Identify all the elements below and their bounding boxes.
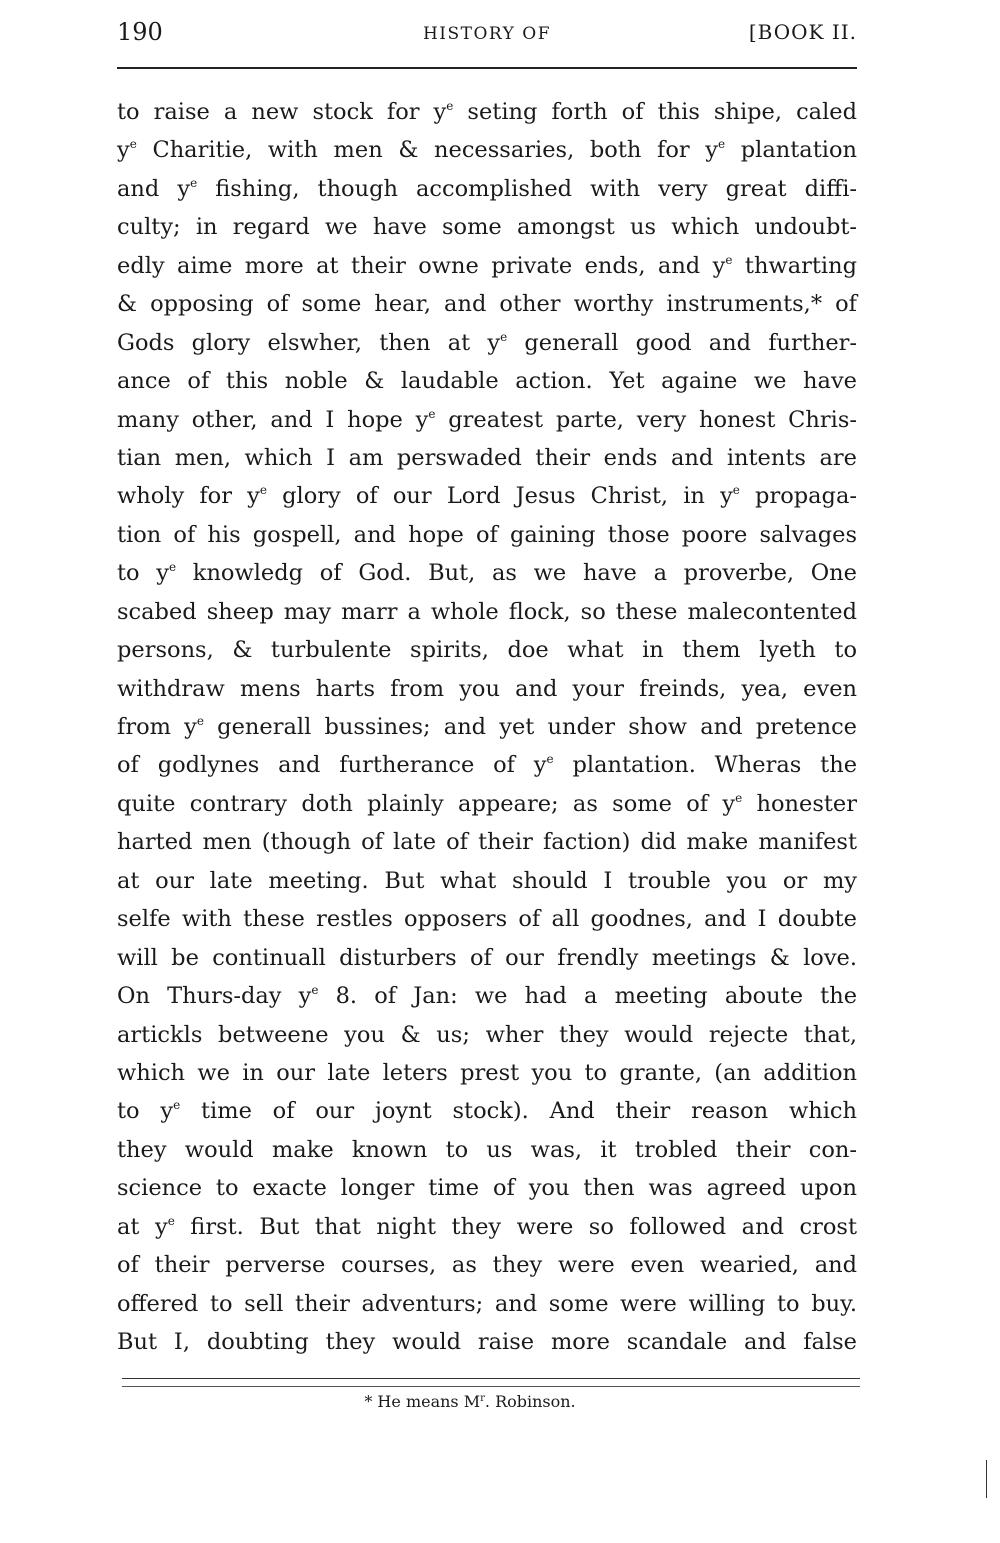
- page-number: 190: [117, 18, 163, 46]
- text-line: [117, 1092, 857, 1130]
- text-segment: will be continuall disturbers of our frendly meetings & love.: [117, 944, 857, 971]
- text-line: [117, 247, 857, 285]
- header-rule: [117, 67, 857, 69]
- superscript: e: [173, 1098, 181, 1113]
- text-segment: to raise a new stock for y: [117, 99, 447, 125]
- text-line: [117, 401, 857, 439]
- text-segment: y: [117, 137, 130, 164]
- text-line: [117, 746, 857, 784]
- text-segment: generall bussines; and yet under show and pretence: [203, 714, 857, 740]
- text-segment: they would make known to us was, it trobled their con-: [117, 1136, 857, 1163]
- footnote-rule-secondary: [122, 1386, 860, 1387]
- text-line: [117, 785, 857, 823]
- text-segment: But I, doubting they would raise more scandale and false: [117, 1329, 857, 1355]
- text-segment: & opposing of some hear, and other worthy instruments,* of: [117, 291, 857, 318]
- text-line: [117, 631, 857, 669]
- text-segment: Gods glory elswher, then at y: [117, 329, 501, 356]
- superscript: e: [735, 790, 743, 805]
- text-line: [117, 131, 857, 169]
- text-line: [117, 516, 857, 554]
- text-segment: to y: [117, 1098, 174, 1125]
- text-segment: seting forth of this shipe, caled: [453, 99, 857, 125]
- superscript: e: [546, 752, 554, 767]
- text-line: [117, 285, 857, 323]
- text-segment: 8. of Jan: we had a meeting aboute the: [318, 983, 858, 1010]
- page-edge-mark: [986, 1460, 987, 1498]
- text-segment: wholy for y: [117, 483, 260, 510]
- text-segment: of godlynes and furtherance of y: [117, 752, 547, 779]
- text-segment: tion of his gospell, and hope of gaining those poore salvages: [117, 521, 857, 548]
- text-segment: tian men, which I am perswaded their ends and intents are: [117, 444, 857, 471]
- text-segment: at our late meeting. But what should I trouble you or my: [117, 867, 857, 894]
- text-line: [117, 1016, 857, 1054]
- superscript: e: [718, 137, 726, 152]
- text-line: [117, 324, 857, 362]
- superscript: e: [169, 560, 177, 575]
- superscript: e: [190, 175, 198, 190]
- text-segment: greatest parte, very honest Chris-: [435, 406, 857, 433]
- text-segment: which we in our late leters prest you to grante, (an addition: [117, 1059, 857, 1086]
- superscript: e: [725, 252, 733, 267]
- text-line: [117, 823, 857, 861]
- text-line: [117, 1323, 857, 1361]
- text-segment: at y: [117, 1213, 168, 1240]
- text-segment: to y: [117, 560, 169, 587]
- text-segment: honester: [742, 790, 857, 817]
- text-line: [117, 554, 857, 592]
- superscript: e: [129, 137, 137, 152]
- text-line: [117, 1169, 857, 1207]
- body-text: [117, 93, 857, 1361]
- text-segment: glory of our Lord Jesus Christ, in y: [266, 483, 733, 510]
- text-segment: selfe with these restles opposers of all goodnes, and I doubte: [117, 906, 857, 933]
- text-segment: fishing, though accomplished with very great diffi-: [197, 175, 857, 202]
- running-head: HISTORY OF: [422, 24, 552, 44]
- superscript: e: [259, 483, 267, 498]
- footnote-text: . Robinson.: [484, 1392, 576, 1411]
- text-segment: scabed sheep may marr a whole flock, so these malecontented: [117, 598, 857, 625]
- text-segment: from y: [117, 714, 197, 740]
- text-line: [117, 439, 857, 477]
- text-segment: edly aime more at their owne private ends, and y: [117, 252, 726, 279]
- superscript: e: [732, 483, 740, 498]
- superscript: e: [428, 406, 436, 421]
- superscript: e: [500, 329, 508, 344]
- text-segment: withdraw mens harts from you and your freinds, yea, even: [117, 675, 857, 702]
- footnote-superscript: r: [480, 1393, 485, 1404]
- text-segment: On Thurs-day y: [117, 983, 312, 1010]
- text-line: [117, 477, 857, 515]
- text-segment: harted men (though of late of their faction) did make manifest: [117, 829, 857, 856]
- text-line: [117, 1131, 857, 1169]
- text-line: [117, 939, 857, 977]
- page-header: [117, 18, 857, 50]
- text-segment: thwarting: [732, 252, 857, 279]
- text-segment: generall good and further-: [507, 329, 857, 356]
- text-line: [117, 670, 857, 708]
- text-line: [117, 593, 857, 631]
- footnote: [0, 1392, 940, 1411]
- text-segment: artickls betweene you & us; wher they would rejecte that,: [117, 1021, 857, 1048]
- text-segment: culty; in regard we have some amongst us which undoubt-: [117, 214, 857, 241]
- text-segment: Charitie, with men & necessaries, both for y: [136, 137, 718, 164]
- text-segment: knowledg of God. But, as we have a proverbe, One: [176, 560, 857, 587]
- text-line: [117, 1208, 857, 1246]
- text-segment: and y: [117, 175, 191, 202]
- superscript: e: [196, 714, 204, 728]
- text-line: [117, 362, 857, 400]
- text-line: [117, 1285, 857, 1323]
- superscript: e: [311, 983, 319, 998]
- text-segment: plantation: [725, 137, 857, 164]
- book-reference: [BOOK II.: [748, 20, 857, 44]
- footnote-text: * He means M: [364, 1392, 481, 1411]
- text-line: [117, 208, 857, 246]
- text-segment: time of our joynt stock). And their reason which: [180, 1098, 857, 1125]
- superscript: e: [446, 99, 454, 113]
- footnote-rule: [122, 1378, 860, 1379]
- text-segment: persons, & turbulente spirits, doe what in them lyeth to: [117, 637, 857, 664]
- text-segment: quite contrary doth plainly appeare; as some of y: [117, 790, 736, 817]
- superscript: e: [167, 1213, 175, 1228]
- text-line: [117, 170, 857, 208]
- text-segment: offered to sell their adventurs; and some were willing to buy.: [117, 1290, 857, 1317]
- text-segment: first. But that night they were so followed and crost: [174, 1213, 857, 1240]
- text-segment: propaga-: [739, 483, 857, 510]
- text-line: [117, 708, 857, 746]
- text-segment: ance of this noble & laudable action. Yet againe we have: [117, 368, 857, 395]
- text-segment: science to exacte longer time of you then was agreed upon: [117, 1175, 857, 1202]
- text-line: [117, 900, 857, 938]
- text-line: [117, 977, 857, 1015]
- text-line: [117, 862, 857, 900]
- text-segment: of their perverse courses, as they were even wearied, and: [117, 1252, 857, 1279]
- text-line: [117, 93, 857, 131]
- text-line: [117, 1054, 857, 1092]
- text-segment: many other, and I hope y: [117, 406, 429, 433]
- text-line: [117, 1246, 857, 1284]
- text-segment: plantation. Wheras the: [553, 752, 858, 779]
